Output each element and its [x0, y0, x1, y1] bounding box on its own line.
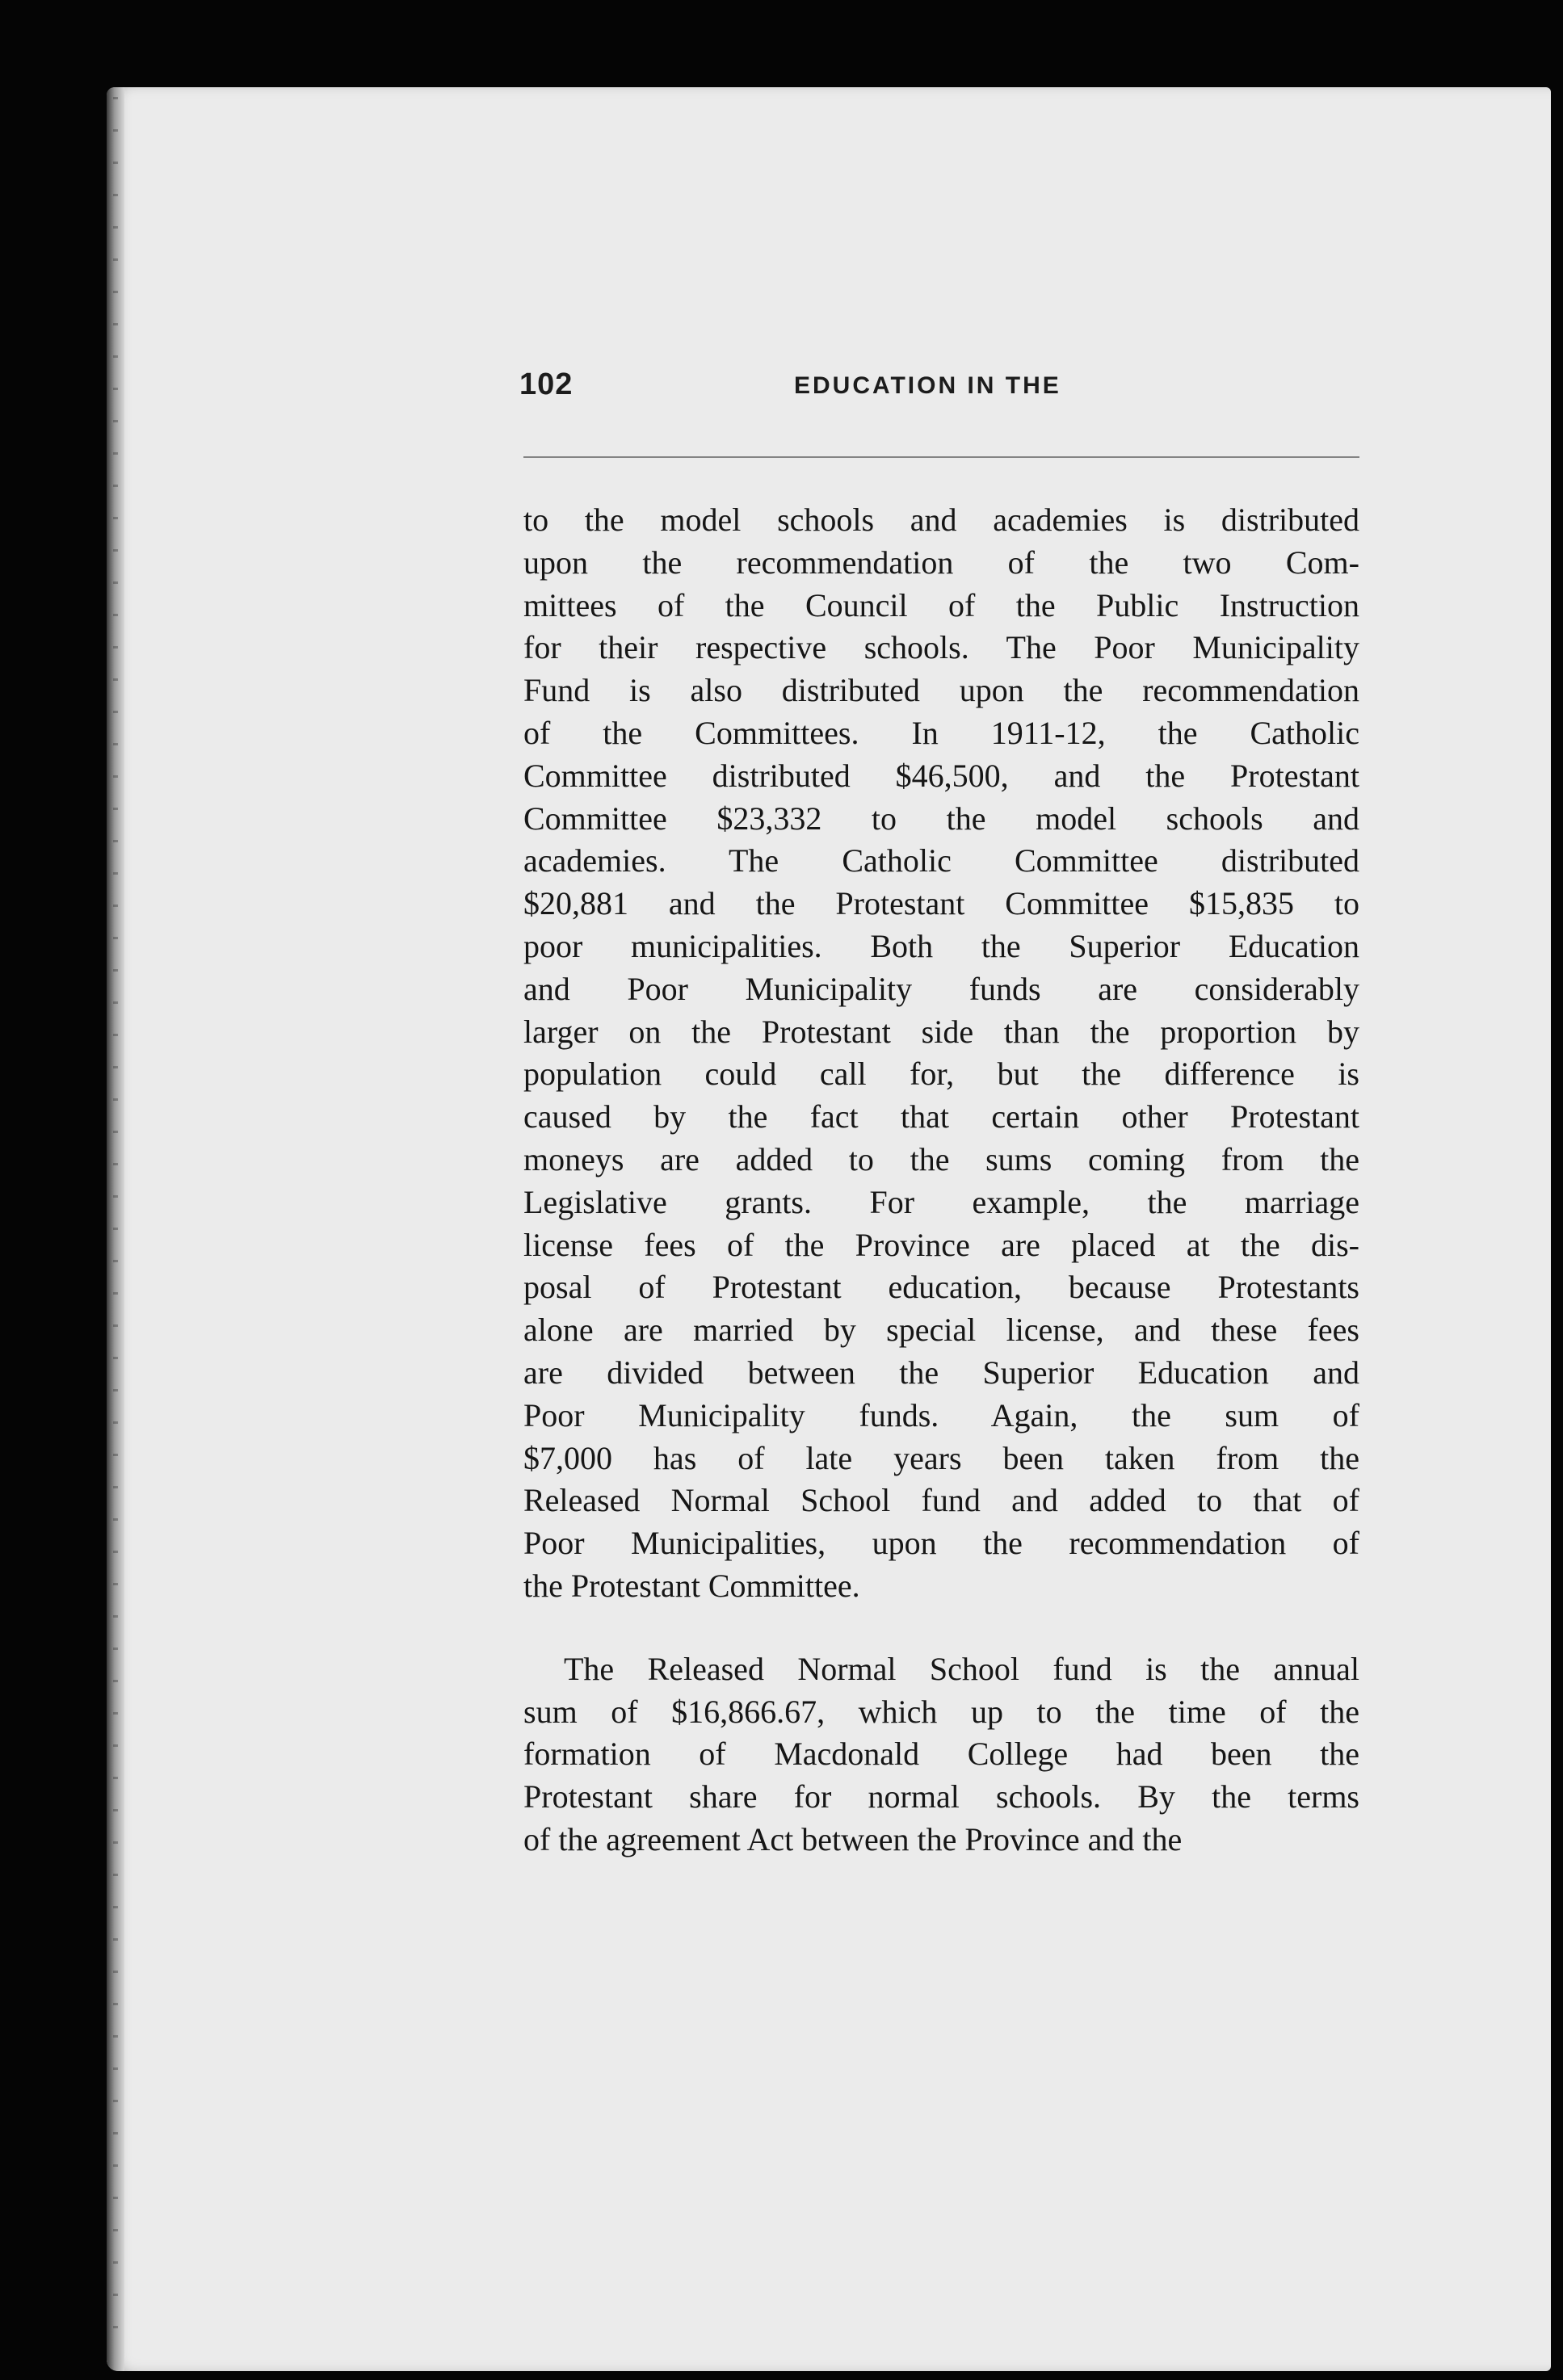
body-text [523, 499, 1359, 1862]
text-line: academies. The Catholic Committee distributed [523, 842, 1359, 879]
text-line: alone are married by special license, and these fees [523, 1312, 1359, 1349]
text-line: $7,000 has of late years been taken from the [523, 1439, 1359, 1476]
running-head [519, 367, 1359, 416]
text-line: The Released Normal School fund is the annual [564, 1650, 1359, 1687]
text-line: Protestant share for normal schools. By the terms [523, 1778, 1359, 1815]
text-line: are divided between the Superior Education and [523, 1354, 1359, 1391]
text-line: poor municipalities. Both the Superior Education [523, 927, 1359, 964]
text-line: Legislative grants. For example, the marriage [523, 1183, 1359, 1220]
page-number: 102 [519, 367, 574, 401]
text-line: license fees of the Province are placed at the dis- [523, 1226, 1359, 1263]
text-line: Committee $23,332 to the model schools and [523, 800, 1359, 837]
paragraph [523, 1648, 1359, 1862]
text-line: Committee distributed $46,500, and the Protestant [523, 757, 1359, 794]
page-edge-texture [113, 97, 118, 2358]
text-line: Poor Municipalities, upon the recommendation of [523, 1525, 1359, 1562]
text-line: sum of $16,866.67, which up to the time of the [523, 1693, 1359, 1730]
text-line: upon the recommendation of the two Com- [523, 544, 1359, 581]
text-line: of the agreement Act between the Province and the [523, 1820, 1183, 1857]
text-line: of the Committees. In 1911-12, the Catholic [523, 714, 1359, 751]
text-line: for their respective schools. The Poor Municipality [523, 629, 1359, 666]
text-line: $20,881 and the Protestant Committee $15,835 to [523, 885, 1359, 922]
text-line: posal of Protestant education, because Protestants [523, 1269, 1359, 1306]
header-rule [523, 456, 1359, 458]
text-line: Released Normal School fund and added to that of [523, 1482, 1359, 1519]
paragraph-gap [523, 1608, 1359, 1648]
running-title: EDUCATION IN THE [794, 372, 1061, 399]
text-line: and Poor Municipality funds are considerably [523, 970, 1359, 1007]
text-line: the Protestant Committee. [523, 1567, 860, 1604]
text-line: moneys are added to the sums coming from the [523, 1140, 1359, 1177]
text-line: formation of Macdonald College had been the [523, 1736, 1359, 1773]
text-line: to the model schools and academies is distributed [523, 502, 1359, 538]
paragraph [523, 499, 1359, 1608]
text-line: caused by the fact that certain other Protestant [523, 1098, 1359, 1135]
text-line: population could call for, but the difference is [523, 1056, 1359, 1093]
text-line: larger on the Protestant side than the proportion by [523, 1013, 1359, 1050]
text-line: Fund is also distributed upon the recommendation [523, 672, 1359, 709]
text-line: Poor Municipality funds. Again, the sum of [523, 1396, 1359, 1433]
text-line: mittees of the Council of the Public Instruction [523, 586, 1359, 623]
